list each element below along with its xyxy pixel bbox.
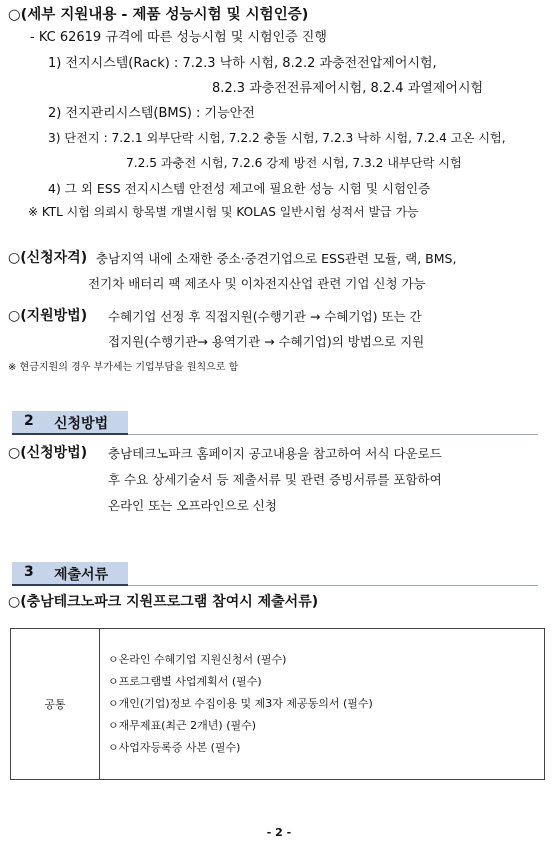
- documents-category: 공통: [11, 629, 100, 780]
- support-item-4: 4) 그 외 ESS 전지시스템 안전성 제고에 필요한 성능 시험 및 시험인증: [48, 181, 431, 196]
- support-heading: ○(세부 지원내용 - 제품 성능시험 및 시험인증): [8, 7, 309, 23]
- section-2-header: [12, 411, 128, 435]
- list-item: ㅇ개인(기업)정보 수집이용 및 제3자 제공동의서 (필수): [108, 697, 373, 710]
- list-item: ㅇ프로그램별 사업계획서 (필수): [108, 675, 262, 688]
- table-row: [11, 629, 545, 780]
- list-item: ㅇ재무제표(최근 2개년) (필수): [108, 719, 257, 732]
- documents-subheading: ○(충남테크노파크 지원프로그램 참여시 제출서류): [8, 594, 319, 610]
- support-intro: - KC 62619 규격에 따른 성능시험 및 시험인증 진행: [30, 30, 327, 45]
- support-item-2: 2) 전지관리시스템(BMS) : 기능안전: [48, 106, 255, 121]
- apply-label: ○(신청방법): [8, 445, 88, 461]
- support-item-1-b: 8.2.3 과충전전류제어시험, 8.2.4 과열제어시험: [212, 81, 484, 96]
- page-number: - 2 -: [266, 826, 292, 839]
- section-3-header: [12, 562, 128, 586]
- documents-table: [10, 628, 545, 780]
- apply-line-3: 온라인 또는 오프라인으로 신청: [108, 498, 277, 513]
- section-3-title: 제출서류: [54, 567, 109, 583]
- eligibility-line-2: 전기차 배터리 팩 제조사 및 이차전지산업 관련 기업 신청 가능: [88, 276, 426, 291]
- list-item: ㅇ온라인 수혜기업 지원신청서 (필수): [108, 653, 287, 666]
- support-item-3-b: 7.2.5 과충전 시험, 7.2.6 강제 방전 시험, 7.3.2 내부단락 시험: [126, 156, 462, 170]
- list-item: ㅇ사업자등록증 사본 (필수): [108, 741, 241, 754]
- method-line-1: 수혜기업 선정 후 직접지원(수행기관 → 수혜기업) 또는 간: [108, 309, 422, 324]
- support-item-3-a: 3) 단전지 : 7.2.1 외부단락 시험, 7.2.2 충돌 시험, 7.2.3 낙하 시험, 7.2.4 고온 시험,: [48, 131, 506, 145]
- method-label: ○(지원방법): [8, 308, 88, 324]
- eligibility-label: ○(신청자격): [8, 250, 88, 266]
- section-2-rule: [128, 434, 538, 435]
- section-3-number: 3: [24, 564, 34, 580]
- apply-line-2: 후 수요 상세기술서 등 제출서류 및 관련 증빙서류를 포함하여: [108, 472, 442, 487]
- support-note: ※ KTL 시험 의뢰시 항목별 개별시험 및 KOLAS 일반시험 성적서 발급 가능: [28, 205, 419, 219]
- section-2-title: 신청방법: [54, 416, 109, 432]
- apply-line-1: 충남테크노파크 홈페이지 공고내용을 참고하여 서식 다운로드: [108, 446, 442, 461]
- support-item-1-a: 1) 전지시스템(Rack) : 7.2.3 낙하 시험, 8.2.2 과충전전압제어시험,: [48, 56, 437, 71]
- eligibility-line-1: 충남지역 내에 소재한 중소·중견기업으로 ESS관련 모듈, 랙, BMS,: [96, 251, 457, 266]
- method-line-2: 접지원(수행기관→ 용역기관 → 수혜기업)의 방법으로 지원: [108, 334, 425, 349]
- section-2-number: 2: [24, 413, 34, 429]
- section-3-rule: [128, 585, 538, 586]
- documents-list: [100, 629, 545, 780]
- vat-note: ※ 현금지원의 경우 부가세는 기업부담을 원칙으로 함: [8, 362, 239, 373]
